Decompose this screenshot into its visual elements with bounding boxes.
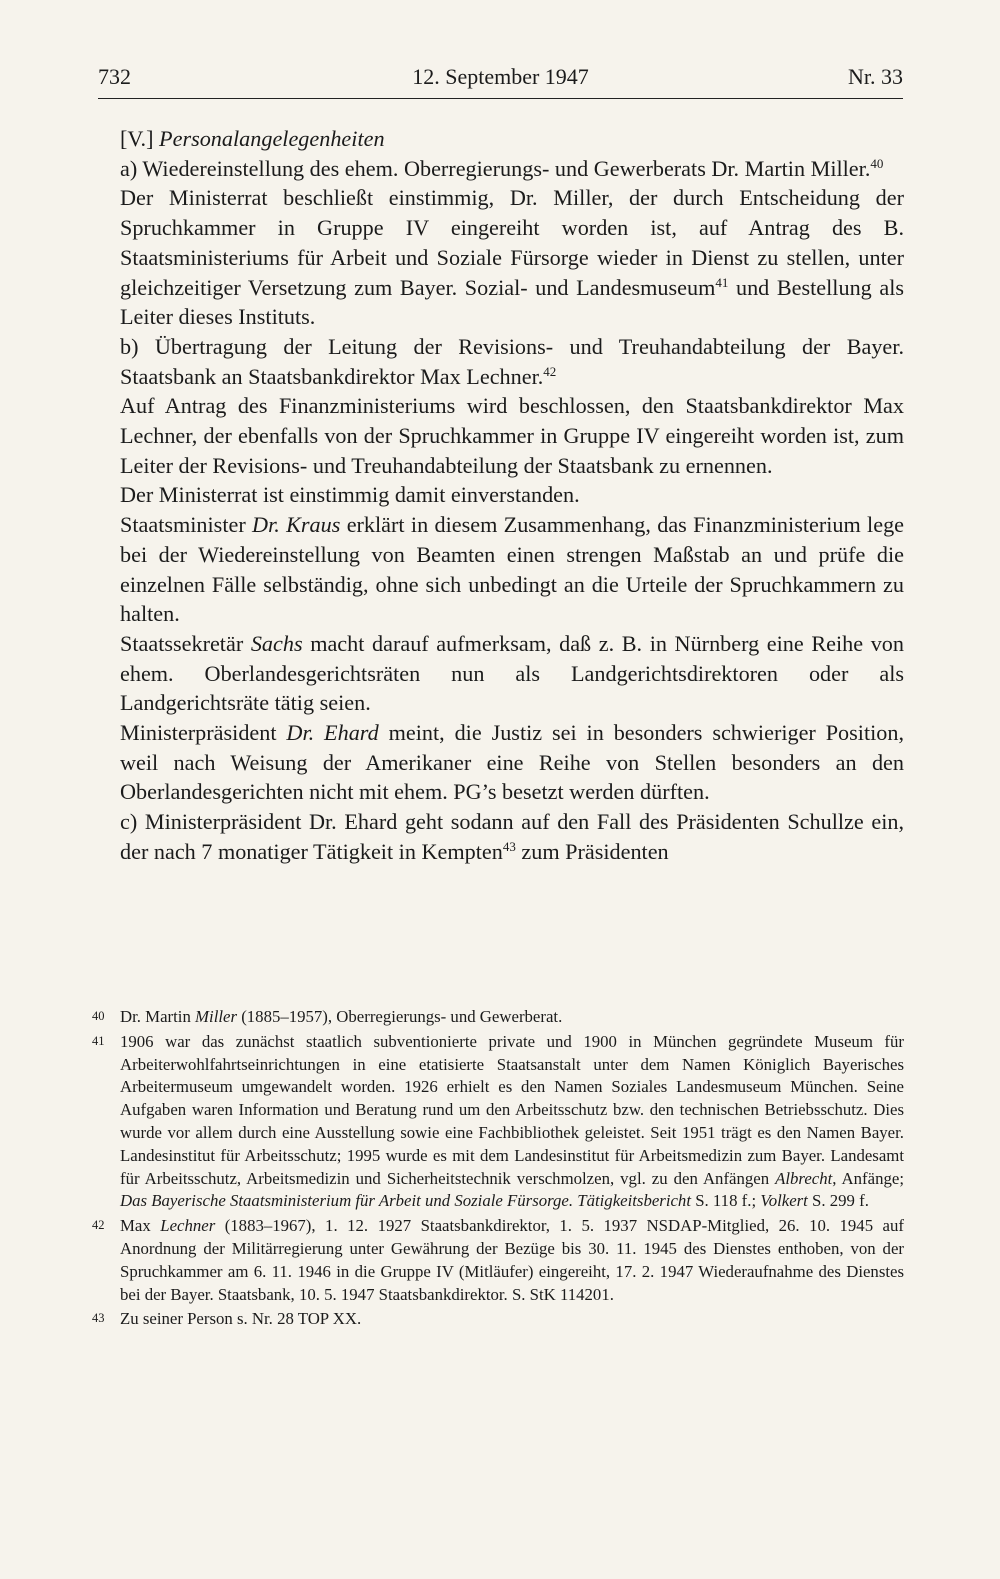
paragraph-text: Ministerpräsident bbox=[120, 720, 287, 746]
speaker-name: Dr. Kraus bbox=[252, 512, 341, 538]
section-bracket: [V.] bbox=[120, 126, 154, 151]
citation-title: Das Bayerische Staatsministerium für Arbeit und Soziale Fürsorge. Tätigkeitsbericht bbox=[120, 1191, 691, 1211]
paragraph-text: Staatssekretär bbox=[120, 630, 251, 656]
footnote-42 bbox=[92, 1215, 904, 1306]
paragraph bbox=[120, 629, 904, 718]
footnote-number: 41 bbox=[92, 1033, 105, 1048]
footnote-number: 40 bbox=[92, 1009, 105, 1023]
paragraph-text: und Bestellung als Leiter dieses Instituts. bbox=[120, 274, 904, 330]
paragraph-text: meint, die Justiz sei in besonders schwieriger Position, weil nach Weisung der Amerikaner eine Reihe von Stellen besonders an den Oberlandesgerichten nicht mit ehem. PG’s besetzt werden dürften. bbox=[120, 720, 905, 805]
issue-number: Nr. 33 bbox=[848, 64, 903, 89]
item-c-text: zum Präsidenten bbox=[515, 838, 669, 864]
citation-author: Albrecht bbox=[775, 1168, 833, 1188]
footnote-text: Dr. Martin bbox=[120, 1007, 196, 1026]
footnote-ref-41[interactable]: 41 bbox=[715, 274, 729, 290]
person-name: Miller bbox=[195, 1007, 237, 1026]
item-c bbox=[120, 807, 904, 866]
footnote-40 bbox=[92, 1006, 904, 1029]
paragraph-text: macht darauf aufmerksam, daß z. B. in Nürnberg eine Reihe von ehem. Oberlandesgerichtsräten nun als Landgerichtsdirektoren oder als Landgerichtsräte tätig seien. bbox=[120, 630, 904, 716]
paragraph: Auf Antrag des Finanzministeriums wird beschlossen, den Staatsbankdirektor Max Lechner, der ebenfalls von der Spruchkammer in Gruppe IV eingereiht worden ist, zum Leiter der Revisions- und Treuhandabteilung der Staatsbank zu ernennen. bbox=[120, 393, 904, 478]
item-b-text: b) Übertragung der Leitung der Revisions- und Treuhandabteilung der Bayer. Staatsbank an Staatsbankdirektor Max Lechner. bbox=[120, 333, 904, 389]
main-text bbox=[120, 124, 904, 867]
item-a bbox=[120, 154, 904, 184]
footnotes bbox=[92, 1006, 904, 1333]
footnote-43 bbox=[92, 1308, 904, 1331]
paragraph: Der Ministerrat ist einstimmig damit einverstanden. bbox=[120, 482, 580, 508]
speaker-name: Dr. Ehard bbox=[286, 720, 379, 746]
footnote-text: , Anfänge; bbox=[832, 1168, 904, 1188]
paragraph-text: erklärt in diesem Zusammenhang, das Finanzministerium lege bei der Wiedereinstellung von Beamten einen strengen Maßstab an und prüfe die einzelnen Fälle selbständig, ohne sich unbedingt an die Urteile der Spruchkammern zu halten. bbox=[120, 512, 905, 627]
section-heading bbox=[120, 124, 904, 154]
paragraph-text: Der Ministerrat beschließt einstimmig, Dr. Miller, der durch Entscheidung der Spruchkammer in Gruppe IV eingereiht worden ist, auf Antrag des B. Staatsministeriums für Arbeit und Soziale Fürsorge wieder in Dienst zu stellen, unter gleichzeitiger Versetzung zum Bayer. Sozial- und Landesmuseum bbox=[120, 185, 904, 300]
footnote-text: S. 299 f. bbox=[807, 1191, 869, 1211]
paragraph bbox=[120, 718, 904, 807]
paragraph bbox=[120, 510, 904, 629]
speaker-name: Sachs bbox=[250, 630, 303, 656]
footnote-41 bbox=[92, 1031, 904, 1213]
paragraph bbox=[120, 183, 904, 332]
item-a-text: a) Wiedereinstellung des ehem. Oberregierungs- und Gewerberats Dr. Martin Miller. bbox=[120, 155, 871, 181]
footnote-text: S. 118 f.; bbox=[691, 1191, 761, 1211]
footnote-ref-40[interactable]: 40 bbox=[870, 155, 884, 171]
item-c-text: c) Ministerpräsident Dr. Ehard geht sodann auf den Fall des Präsidenten Schullze ein, der nach 7 monatiger Tätigkeit in Kempten bbox=[120, 809, 904, 864]
header-date: 12. September 1947 bbox=[412, 64, 589, 89]
page-number: 732 bbox=[98, 64, 131, 89]
footnote-ref-42[interactable]: 42 bbox=[543, 363, 557, 379]
footnote-text: (1883–1967), 1. 12. 1927 Staatsbankdirektor, 1. 5. 1937 NSDAP-Mitglied, 26. 10. 1945 auf Anordnung der Militärregierung unter Gewährung der Bezüge bis 30. 11. 1945 des Dienstes enthoben, von der Spruchkammer am 6. 11. 1946 in die Gruppe IV (Mitläufer) eingereiht, 17. 2. 1947 Wiederaufnahme des Dienstes bei der Bayer. Staatsbank, 10. 5. 1947 Staatsbankdirektor. S. StK 114201. bbox=[120, 1216, 904, 1304]
footnote-ref-43[interactable]: 43 bbox=[502, 838, 516, 854]
footnote-text: Max bbox=[120, 1216, 161, 1236]
item-b bbox=[120, 332, 904, 391]
paragraph-text: Staatsminister bbox=[120, 512, 253, 538]
citation-author: Volkert bbox=[760, 1191, 808, 1211]
person-name: Lechner bbox=[160, 1216, 216, 1236]
running-header bbox=[98, 58, 903, 99]
footnote-text: (1885–1957), Oberregierungs- und Gewerberat. bbox=[237, 1007, 563, 1026]
footnote-number: 43 bbox=[92, 1311, 105, 1326]
footnote-text: 1906 war das zunächst staatlich subventionierte private und 1900 in München gegründete Museum für Arbeiterwohlfahrtseinrichtungen in eine etatisierte Staatsanstalt unter dem Namen Königlich Bayerisches Arbeitermuseum umgewandelt worden. 1926 erhielt es den Namen Soziales Landesmuseum München. Seine Aufgaben waren Information und Beratung rund um den Arbeitsschutz bzw. den technischen Betriebsschutz. Dies wurde vor allem durch eine Ausstellung sowie eine Fachbibliothek geleistet. Seit 1951 trägt es den Namen Bayer. Landesinstitut für Arbeitsschutz; 1995 wurde es mit dem Landesinstitut für Arbeitsmedizin zum Bayer. Landesamt für Arbeitsschutz, Arbeitsmedizin und Sicherheitstechnik verschmolzen, vgl. zu den Anfängen bbox=[120, 1031, 904, 1188]
section-title: Personalangelegenheiten bbox=[159, 126, 385, 151]
footnote-number: 42 bbox=[92, 1218, 105, 1233]
footnote-text: Zu seiner Person s. Nr. 28 TOP XX. bbox=[120, 1309, 362, 1329]
